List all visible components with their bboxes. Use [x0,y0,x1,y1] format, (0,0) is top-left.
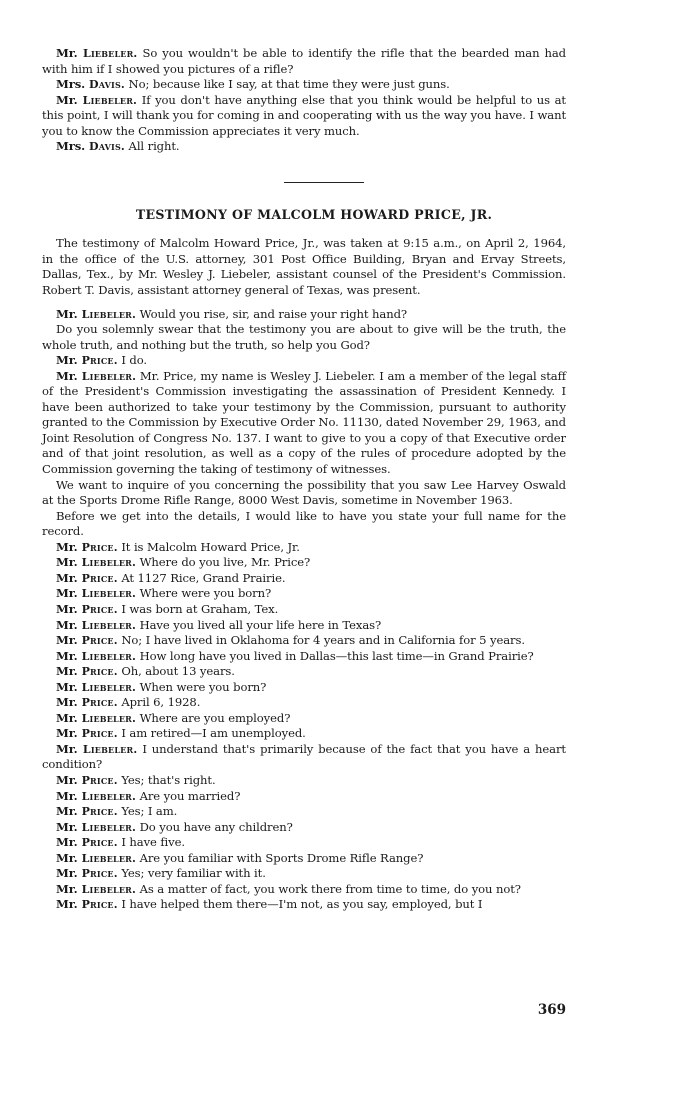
speech-text: Yes; that's right. [117,772,216,787]
speaker-title: Mr. [56,601,82,616]
speech-text: Before we get into the details, I would like to have you state your full name for the record. [42,508,566,539]
speaker-paragraph [42,711,566,727]
speaker-paragraph [42,77,566,93]
speaker-name: Price. [81,665,118,679]
speech-text: As a matter of fact, you work there from time to time, do you not? [136,881,521,896]
speaker-name: Davis. [89,140,125,154]
speaker-paragraph [42,866,566,882]
speaker-title: Mr. [56,679,82,694]
speech-text: Would you rise, sir, and raise your right hand? [136,306,408,321]
speech-text: I have five. [117,835,185,850]
speaker-paragraph [42,804,566,820]
speech-text: So you wouldn't be able to identify the rifle that the bearded man had with him if I showed you pictures of a rifle? [42,46,566,76]
speaker-paragraph [42,835,566,851]
section-title: TESTIMONY OF MALCOLM HOWARD PRICE, JR. [135,206,493,222]
speaker-paragraph [42,540,566,556]
speech-text: I was born at Graham, Tex. [117,601,279,616]
speaker-title: Mr. [56,866,82,881]
speaker-paragraph [42,633,566,649]
document-page [42,46,566,913]
speaker-name: Liebeler. [82,93,138,107]
speech-text: Have you lived all your life here in Texas? [136,617,382,632]
speaker-paragraph [42,46,566,77]
speech-text: Oh, about 13 years. [117,664,235,679]
speaker-paragraph [42,571,566,587]
opening-exchange [42,46,566,155]
speaker-title: Mr. [56,726,82,741]
speaker-paragraph [42,586,566,602]
speaker-title: Mr. [56,92,83,107]
speech-text: Where were you born? [136,586,272,601]
speaker-paragraph [42,882,566,898]
speaker-title: Mr. [56,695,82,710]
speech-text: Are you familiar with Sports Drome Rifle Range? [136,850,424,865]
speaker-title: Mr. [56,897,82,912]
speech-text: No; because like I say, at that time they were just guns. [124,77,450,92]
speaker-title: Mr. [56,353,82,368]
speaker-name: Liebeler. [82,742,138,756]
speaker-name: Liebeler. [81,882,136,896]
speaker-name: Price. [81,571,118,585]
speaker-title: Mr. [56,788,82,803]
speaker-paragraph [42,618,566,634]
speech-text: I understand that's primarily because of the fact that you have a heart condition? [42,741,566,772]
speaker-title: Mr. [56,835,82,850]
speaker-paragraph [42,773,566,789]
speaker-name: Liebeler. [81,307,136,321]
testimony-body [42,307,566,913]
speaker-paragraph [42,820,566,836]
speech-text: We want to inquire of you concerning the possibility that you saw Lee Harvey Oswald at the Sports Drome Rifle Range, 8000 West Davis, sometime in November 1963. [42,477,566,508]
speaker-paragraph [42,664,566,680]
speech-text: I am retired—I am unemployed. [117,726,306,741]
continuation-paragraph [42,509,566,540]
speaker-title: Mr. [56,539,82,554]
speaker-title: Mr. [56,881,82,896]
page-number: 369 [537,1002,566,1018]
speaker-name: Liebeler. [83,47,138,60]
speaker-title: Mr. [56,664,82,679]
speaker-paragraph [42,93,566,140]
speaker-title: Mr. [56,368,82,383]
continuation-paragraph [42,478,566,509]
speaker-title: Mr. [56,570,82,585]
speaker-title: Mr. [56,555,82,570]
speech-text: Mr. Price, my name is Wesley J. Liebeler. I am a member of the legal staff of the President's Commission investigating the assassination of President Kennedy. I have been authorized to take your testimony by the Commission, pursuant to authority granted to the Commission by Executive Order No. 11130, dated November 29, 1963, and Joint Resolution of Congress No. 137. I want to give to you a copy of that Executive order and of that joint resolution, as well as a copy of the rules of procedure adopted by the Commission governing the taking of testimony of witnesses. [42,368,566,477]
speech-text: I have helped them there—I'm not, as you say, employed, but I [117,897,483,912]
speaker-name: Price. [81,836,118,850]
speaker-paragraph [42,353,566,369]
speaker-name: Price. [81,867,118,881]
speech-text: April 6, 1928. [117,695,201,710]
speech-text: If you don't have anything else that you think would be helpful to us at this point, I will thank you for coming in and cooperating with us the way you have. I want you to know the Commission appreciates it very much. [42,92,566,138]
speaker-paragraph [42,307,566,323]
speaker-title: Mr. [56,819,82,834]
section-divider [284,182,364,183]
speaker-title: Mrs. [56,139,90,154]
speaker-title: Mr. [56,306,82,321]
speaker-name: Price. [81,898,118,912]
speaker-title: Mr. [56,617,82,632]
speaker-name: Price. [81,805,118,819]
speaker-name: Liebeler. [81,789,136,803]
speech-text: Where do you live, Mr. Price? [136,555,311,570]
speaker-title: Mr. [56,850,82,865]
speaker-name: Liebeler. [81,711,136,725]
speaker-paragraph [42,851,566,867]
speech-text: It is Malcolm Howard Price, Jr. [117,539,300,554]
speaker-name: Liebeler. [81,820,136,834]
speaker-paragraph [42,555,566,571]
speech-text: Yes; very familiar with it. [117,866,266,881]
speech-text: Are you married? [136,788,241,803]
speaker-paragraph [42,649,566,665]
speaker-name: Davis. [89,78,125,92]
speaker-title: Mr. [56,586,82,601]
speaker-paragraph [42,695,566,711]
speaker-name: Price. [81,773,118,787]
speech-text: Do you have any children? [136,819,293,834]
speech-text: Do you solemnly swear that the testimony you are about to give will be the truth, the whole truth, and nothing but the truth, so help you God? [42,322,566,352]
speech-text: At 1127 Rice, Grand Prairie. [117,570,286,585]
speaker-name: Liebeler. [81,618,136,632]
speaker-name: Price. [81,540,118,554]
speaker-title: Mrs. [56,77,90,92]
continuation-paragraph [42,322,566,353]
speech-text: No; I have lived in Oklahoma for 4 years and in California for 5 years. [117,633,525,648]
speaker-name: Price. [81,634,118,648]
speaker-title: Mr. [56,741,83,756]
speaker-title: Mr. [56,710,82,725]
speaker-name: Price. [81,696,118,710]
speech-text: When were you born? [136,679,267,694]
speaker-title: Mr. [56,804,82,819]
speaker-name: Liebeler. [81,851,136,865]
speaker-title: Mr. [56,648,82,663]
speech-text: Yes; I am. [117,804,178,819]
speaker-name: Liebeler. [81,369,137,383]
speaker-paragraph [42,369,566,478]
speaker-paragraph [42,680,566,696]
speaker-name: Price. [81,727,118,741]
speaker-paragraph [42,742,566,773]
speaker-paragraph [42,726,566,742]
speaker-paragraph [42,789,566,805]
speech-text: All right. [124,139,180,154]
speaker-name: Liebeler. [81,556,136,570]
speech-text: I do. [117,353,147,368]
speaker-name: Liebeler. [81,587,136,601]
speaker-name: Price. [81,354,118,368]
speaker-paragraph [42,897,566,913]
speaker-title: Mr. [56,633,82,648]
speaker-name: Liebeler. [81,649,136,663]
speaker-name: Liebeler. [81,680,136,694]
speaker-paragraph [42,139,566,155]
speaker-name: Price. [81,602,118,616]
speech-text: Where are you employed? [136,710,291,725]
speaker-title: Mr. [56,46,84,60]
speech-text: How long have you lived in Dallas—this last time—in Grand Prairie? [136,648,534,663]
intro-paragraph: The testimony of Malcolm Howard Price, Jr., was taken at 9:15 a.m., on April 2, 1964, in the office of the U.S. attorney, 301 Post Office Building, Bryan and Ervay Streets, Dallas, Tex., by Mr. Wesley J. Liebeler, assistant counsel of the President's Commission. Robert T. Davis, assistant attorney general of Texas, was present. [42,236,566,298]
speaker-paragraph [42,602,566,618]
speaker-title: Mr. [56,772,82,787]
